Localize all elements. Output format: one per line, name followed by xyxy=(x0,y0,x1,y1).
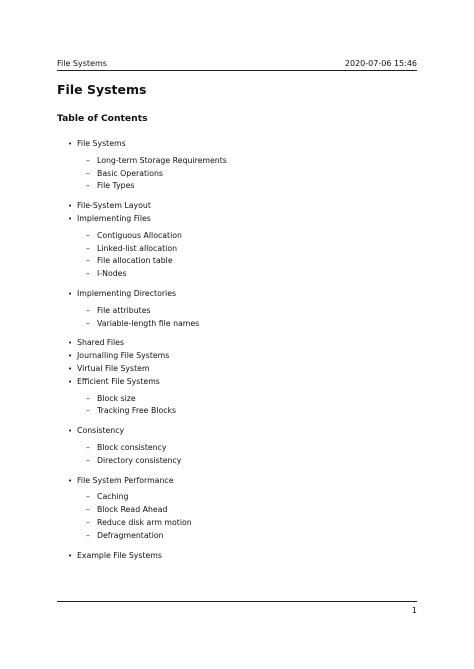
toc-sublist xyxy=(77,393,417,419)
toc-item-label[interactable]: File Systems xyxy=(77,139,126,148)
toc-subitem[interactable]: – Defragmentation xyxy=(77,530,417,543)
toc-item[interactable] xyxy=(57,363,417,376)
toc-subitem[interactable]: – I-Nodes xyxy=(77,268,417,281)
toc-item[interactable] xyxy=(57,550,417,563)
toc-item[interactable] xyxy=(57,376,417,418)
toc-subitem[interactable]: – Reduce disk arm motion xyxy=(77,517,417,530)
toc-subitem[interactable]: – Caching xyxy=(77,491,417,504)
toc-subitem[interactable]: – File Types xyxy=(77,180,417,193)
toc-subitem[interactable]: – Directory consistency xyxy=(77,455,417,468)
toc-item[interactable] xyxy=(57,337,417,350)
toc-item-label[interactable]: Journalling File Systems xyxy=(77,351,170,361)
page-footer xyxy=(57,601,417,616)
toc-item-label[interactable]: Example File Systems xyxy=(77,550,162,560)
toc-item-label[interactable]: Implementing Files xyxy=(77,213,151,223)
toc-item-label[interactable]: Implementing Directories xyxy=(77,288,177,298)
toc-sublist xyxy=(77,442,417,468)
toc-item-label[interactable]: File-System Layout xyxy=(77,201,151,211)
toc-list xyxy=(57,138,417,562)
toc-subitem[interactable]: – Contiguous Allocation xyxy=(77,230,417,243)
header-doc-title: File Systems xyxy=(57,59,107,68)
toc-item[interactable] xyxy=(57,200,417,213)
toc-subitem[interactable]: – Variable-length file names xyxy=(77,318,417,331)
toc-item-label[interactable]: Efficient File Systems xyxy=(77,376,160,386)
header-timestamp: 2020-07-06 15:46 xyxy=(344,59,417,68)
toc-sublist xyxy=(77,230,417,281)
toc-subitem[interactable]: – File allocation table xyxy=(77,255,417,268)
toc-subitem[interactable]: – Block size xyxy=(77,393,417,406)
toc-item-label[interactable]: Virtual File System xyxy=(77,363,150,373)
toc-item[interactable] xyxy=(57,475,417,543)
toc-subitem[interactable]: – Basic Operations xyxy=(77,168,417,181)
toc-subitem[interactable]: – Long-term Storage Requirements xyxy=(77,155,417,168)
toc-item[interactable] xyxy=(57,350,417,363)
page-header xyxy=(57,59,417,71)
toc-item-label[interactable]: Shared Files xyxy=(77,338,125,348)
toc-sublist xyxy=(77,305,417,331)
page-number: 1 xyxy=(411,606,417,615)
toc-item-label[interactable]: Consistency xyxy=(77,426,125,436)
toc-item[interactable] xyxy=(57,138,417,193)
table-of-contents xyxy=(57,138,417,562)
toc-subitem[interactable]: – Block consistency xyxy=(77,442,417,455)
toc-item[interactable] xyxy=(57,288,417,330)
page-title: File Systems xyxy=(57,82,147,97)
toc-subitem[interactable]: – Linked-list allocation xyxy=(77,243,417,256)
toc-subitem[interactable]: – Tracking Free Blocks xyxy=(77,405,417,418)
toc-sublist xyxy=(77,155,417,193)
toc-item[interactable] xyxy=(57,213,417,281)
toc-heading: Table of Contents xyxy=(57,113,148,124)
toc-item-label[interactable]: File System Performance xyxy=(77,475,174,485)
toc-sublist xyxy=(77,491,417,542)
toc-item[interactable] xyxy=(57,425,417,467)
toc-subitem[interactable]: – Block Read Ahead xyxy=(77,504,417,517)
toc-subitem[interactable]: – File attributes xyxy=(77,305,417,318)
